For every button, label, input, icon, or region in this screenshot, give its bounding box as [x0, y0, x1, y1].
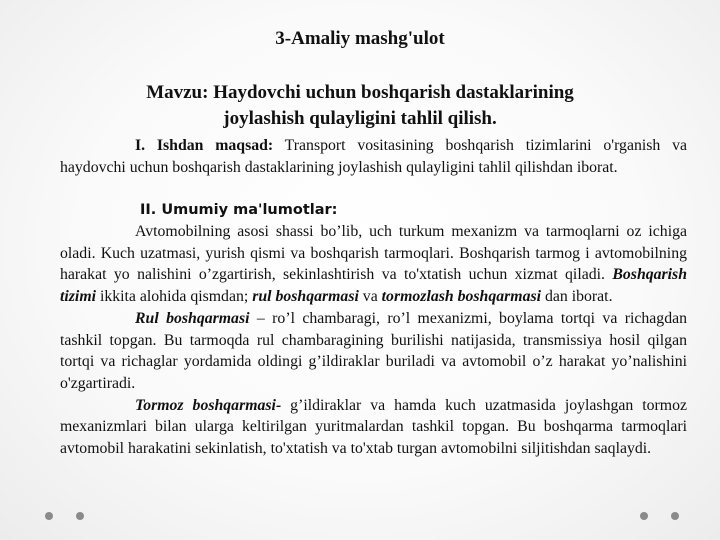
term-steering: rul boshqarmasi	[252, 288, 359, 306]
term-brake-control: Tormoz boshqarmasi-	[135, 396, 282, 414]
info-paragraph-3	[60, 395, 687, 460]
info-p2-text: – ro’l chambaragi, ro’l mexanizmi, boylama tortqi va richagdan tashkil topgan. Bu tarmoqda rul chambaragining burilishi natijasida, transmissiya hosil qilgan tortqi va richaglar yordamida oldingi g’ildiraklar buriladi va avtomobil o’z harakat yo’nalishini o'zgartiradi.	[60, 309, 688, 392]
aim-text: Transport vositasining boshqarish tizimlarini o'rganish va haydovchi uchun boshqarish dastaklarining joylashish qulayligini tahlil qilishdan iborat.	[60, 137, 687, 176]
lesson-title: 3-Amaliy mashg'ulot	[275, 28, 445, 49]
slide-decoration-dots	[45, 512, 679, 522]
info-p1-text-a: Avtomobilning asosi shassi bo’lib, uch turkum mexanizm va tarmoqlarni oz ichiga oladi. Kuch uzatmasi, yurish qismi va boshqarish tarmoqlari. Boshqarish tarmog i avtomobilning harakat yo nalishini o’zgartirish, sekinlashtirish va to'xtatish uchun xizmat qiladi.	[60, 223, 687, 284]
general-info-heading: II. Umumiy ma'lumotlar:	[140, 202, 338, 218]
topic-heading	[0, 80, 720, 132]
info-paragraph-2	[60, 308, 687, 395]
aim-label: I. Ishdan maqsad:	[135, 137, 274, 154]
info-paragraph-1	[60, 221, 687, 308]
decoration-dot	[671, 512, 679, 520]
term-braking: tormozlash boshqarmasi	[381, 288, 542, 306]
aim-paragraph	[60, 135, 687, 178]
info-p3-text: g’ildiraklar va hamda kuch uzatmasida joylashgan tormoz mexanizmlari bilan ularga keltirilgan yuritmalardan tashkil topgan. Bu boshqarma tarmoqlari avtomobil harakatini sekinlatish, to'xtatish va to'xtab turgan avtomobilni siljitishdan saqlaydi.	[60, 396, 687, 458]
term-steering-control: Rul boshqarmasi	[135, 309, 250, 327]
decoration-dot	[76, 512, 84, 520]
topic-line-1: Mavzu: Haydovchi uchun boshqarish dastaklarining	[146, 82, 574, 103]
decoration-dot	[45, 512, 53, 520]
info-p1-text-c: ikkita alohida qismdan;	[96, 288, 253, 306]
term-control-system: Boshqarish tizimi	[60, 266, 687, 306]
topic-line-2: joylashish qulayligini tahlil qilish.	[223, 108, 497, 129]
decoration-dot	[640, 512, 648, 520]
general-info-body	[60, 221, 687, 460]
info-p1-text-g: dan iborat.	[541, 288, 613, 306]
info-p1-text-e: va	[358, 288, 382, 306]
